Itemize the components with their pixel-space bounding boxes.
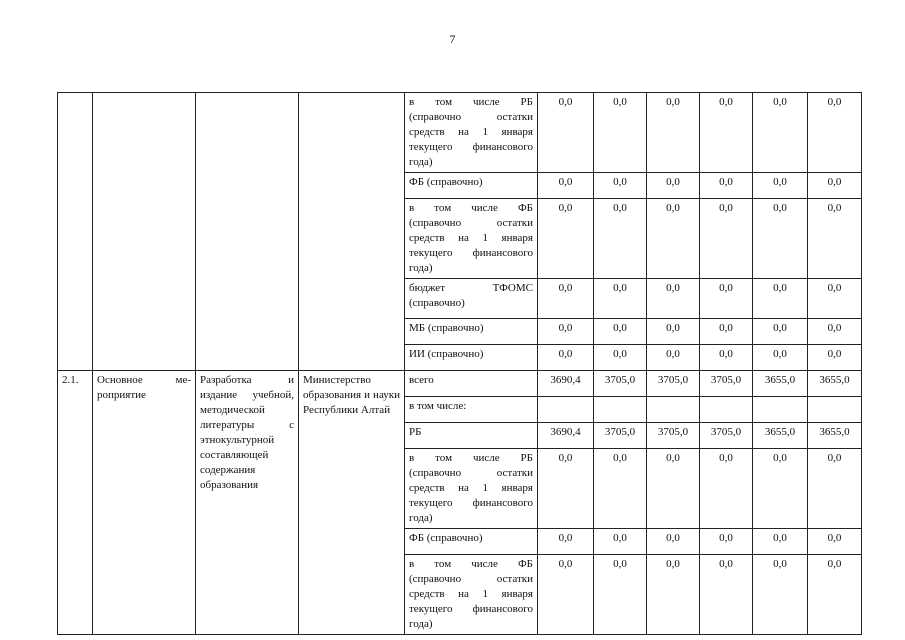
value-cell: 3705,0 bbox=[700, 423, 753, 449]
table-row bbox=[58, 371, 862, 397]
value-cell: 0,0 bbox=[753, 93, 808, 173]
item-name: Разработка и издание учебной, методической литературы с этнокультурной составляющей содержания образования bbox=[196, 371, 299, 635]
value-cell: 0,0 bbox=[808, 319, 862, 345]
funding-source-label: МБ (справочно) bbox=[405, 319, 538, 345]
value-cell: 0,0 bbox=[700, 555, 753, 635]
value-cell bbox=[700, 397, 753, 423]
executor-cell bbox=[299, 93, 405, 371]
value-cell: 0,0 bbox=[700, 173, 753, 199]
value-cell: 0,0 bbox=[647, 319, 700, 345]
value-cell: 0,0 bbox=[700, 319, 753, 345]
funding-source-label: ФБ (справочно) bbox=[405, 173, 538, 199]
value-cell bbox=[753, 397, 808, 423]
value-cell bbox=[538, 397, 594, 423]
value-cell: 0,0 bbox=[753, 345, 808, 371]
funding-source-label-part: бюджет bbox=[409, 282, 445, 294]
value-cell: 0,0 bbox=[538, 319, 594, 345]
value-cell: 0,0 bbox=[700, 449, 753, 529]
funding-source-label: в том числе ФБ (справочно остатки средств на 1 января текущего финансового года) bbox=[405, 199, 538, 279]
value-cell: 0,0 bbox=[594, 279, 647, 319]
value-cell: 3705,0 bbox=[700, 371, 753, 397]
value-cell: 0,0 bbox=[700, 529, 753, 555]
value-cell: 0,0 bbox=[753, 555, 808, 635]
value-cell: 0,0 bbox=[594, 529, 647, 555]
value-cell: 0,0 bbox=[753, 449, 808, 529]
value-cell: 0,0 bbox=[753, 199, 808, 279]
value-cell: 0,0 bbox=[808, 529, 862, 555]
value-cell: 0,0 bbox=[538, 555, 594, 635]
item-executor: Министерство образования и науки Республики Алтай bbox=[299, 371, 405, 635]
value-cell: 0,0 bbox=[808, 93, 862, 173]
value-cell: 0,0 bbox=[594, 319, 647, 345]
item-type-part: роприятие bbox=[97, 389, 146, 401]
value-cell: 0,0 bbox=[538, 449, 594, 529]
value-cell: 0,0 bbox=[808, 279, 862, 319]
value-cell: 0,0 bbox=[647, 555, 700, 635]
funding-source-label: в том числе ФБ (справочно остатки средств на 1 января текущего финансового года) bbox=[405, 555, 538, 635]
value-cell: 0,0 bbox=[594, 555, 647, 635]
value-cell: 0,0 bbox=[700, 199, 753, 279]
value-cell: 0,0 bbox=[753, 319, 808, 345]
value-cell: 0,0 bbox=[808, 345, 862, 371]
funding-source-label-part: (справочно) bbox=[409, 297, 465, 309]
value-cell bbox=[808, 397, 862, 423]
funding-source-label bbox=[405, 279, 538, 319]
funding-source-label: РБ bbox=[405, 423, 538, 449]
value-cell: 0,0 bbox=[700, 93, 753, 173]
value-cell: 3655,0 bbox=[808, 371, 862, 397]
value-cell: 0,0 bbox=[594, 199, 647, 279]
funding-source-label: в том числе РБ (справочно остатки средств на 1 января текущего финансового года) bbox=[405, 93, 538, 173]
value-cell: 0,0 bbox=[594, 173, 647, 199]
value-cell: 0,0 bbox=[538, 173, 594, 199]
item-type-part: ме- bbox=[175, 374, 191, 386]
value-cell: 0,0 bbox=[753, 529, 808, 555]
item-number: 2.1. bbox=[58, 371, 93, 635]
value-cell: 0,0 bbox=[753, 279, 808, 319]
type-cell bbox=[93, 93, 196, 371]
value-cell: 0,0 bbox=[594, 345, 647, 371]
value-cell: 0,0 bbox=[753, 173, 808, 199]
value-cell: 0,0 bbox=[647, 345, 700, 371]
value-cell: 3690,4 bbox=[538, 371, 594, 397]
funding-source-label-part: ТФОМС bbox=[492, 282, 533, 294]
value-cell: 3705,0 bbox=[647, 371, 700, 397]
value-cell: 0,0 bbox=[647, 173, 700, 199]
page-number: 7 bbox=[449, 32, 456, 46]
budget-table bbox=[57, 92, 862, 635]
value-cell bbox=[647, 397, 700, 423]
name-cell bbox=[196, 93, 299, 371]
value-cell: 0,0 bbox=[594, 449, 647, 529]
funding-source-label: ИИ (справочно) bbox=[405, 345, 538, 371]
value-cell: 0,0 bbox=[700, 279, 753, 319]
value-cell: 0,0 bbox=[538, 345, 594, 371]
funding-source-label: в том числе РБ (справочно остатки средств на 1 января текущего финансового года) bbox=[405, 449, 538, 529]
item-type bbox=[93, 371, 196, 635]
value-cell: 3690,4 bbox=[538, 423, 594, 449]
value-cell: 0,0 bbox=[647, 529, 700, 555]
value-cell: 0,0 bbox=[594, 93, 647, 173]
value-cell bbox=[594, 397, 647, 423]
value-cell: 0,0 bbox=[538, 199, 594, 279]
value-cell: 0,0 bbox=[808, 449, 862, 529]
value-cell: 3655,0 bbox=[753, 423, 808, 449]
value-cell: 0,0 bbox=[647, 279, 700, 319]
value-cell: 3705,0 bbox=[647, 423, 700, 449]
value-cell: 0,0 bbox=[808, 199, 862, 279]
value-cell: 0,0 bbox=[808, 555, 862, 635]
value-cell: 0,0 bbox=[538, 529, 594, 555]
value-cell: 0,0 bbox=[647, 199, 700, 279]
number-cell bbox=[58, 93, 93, 371]
value-cell: 3705,0 bbox=[594, 423, 647, 449]
funding-source-label: в том числе: bbox=[405, 397, 538, 423]
value-cell: 0,0 bbox=[700, 345, 753, 371]
funding-source-label: ФБ (справочно) bbox=[405, 529, 538, 555]
value-cell: 3705,0 bbox=[594, 371, 647, 397]
value-cell: 3655,0 bbox=[753, 371, 808, 397]
funding-source-label: всего bbox=[405, 371, 538, 397]
value-cell: 3655,0 bbox=[808, 423, 862, 449]
value-cell: 0,0 bbox=[538, 93, 594, 173]
item-type-part: Основное bbox=[97, 374, 143, 386]
value-cell: 0,0 bbox=[647, 449, 700, 529]
table-row bbox=[58, 93, 862, 173]
value-cell: 0,0 bbox=[647, 93, 700, 173]
value-cell: 0,0 bbox=[808, 173, 862, 199]
value-cell: 0,0 bbox=[538, 279, 594, 319]
